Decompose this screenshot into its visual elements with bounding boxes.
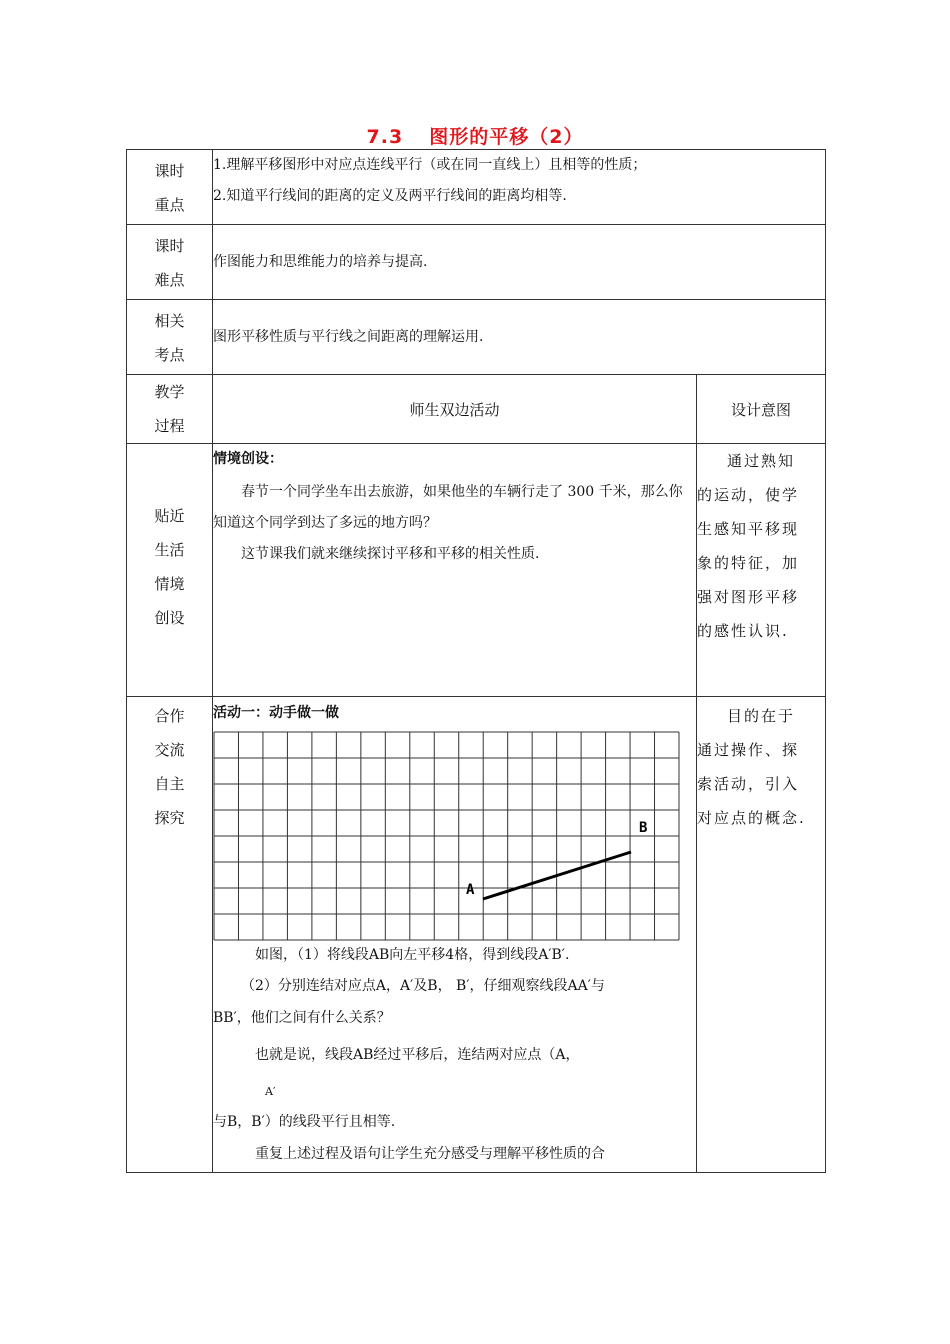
intent-line: 的运动，使学 bbox=[697, 486, 800, 504]
intent-line: 生感知平移现 bbox=[697, 520, 800, 538]
row-process bbox=[127, 375, 826, 444]
intent-line: 目的在于 bbox=[727, 707, 796, 725]
life-para-2: 这节课我们就来继续探讨平移和平移的相关性质. bbox=[241, 546, 540, 562]
label-line: 自主 bbox=[154, 775, 185, 793]
title-text: 图形的平移（2） bbox=[429, 126, 584, 148]
life-intent bbox=[697, 444, 826, 697]
difficulty-content bbox=[213, 225, 826, 300]
life-label bbox=[127, 444, 213, 697]
label-line: 难点 bbox=[154, 271, 185, 289]
intent-line: 对应点的概念. bbox=[697, 809, 806, 827]
exam-label bbox=[127, 300, 213, 375]
focus-content bbox=[213, 150, 826, 225]
point-b-label: B bbox=[639, 820, 648, 836]
label-line: 贴近 bbox=[154, 507, 185, 525]
difficulty-text: 作图能力和思维能力的培养与提高. bbox=[213, 253, 428, 270]
point-a-label: A bbox=[466, 882, 475, 898]
row-coop bbox=[127, 697, 826, 1173]
intent-line: 的感性认识. bbox=[697, 622, 789, 640]
exam-content bbox=[213, 300, 826, 375]
coop-intent bbox=[697, 697, 826, 1173]
title-number: 7.3 bbox=[366, 126, 404, 148]
exam-text: 图形平移性质与平行线之间距离的理解运用. bbox=[213, 328, 484, 345]
page-title bbox=[0, 122, 950, 149]
row-difficulty bbox=[127, 225, 826, 300]
life-para-1: 春节一个同学坐车出去旅游，如果他坐的车辆行走了 300 千米，那么你知道这个同学到达了多远的地方吗？ bbox=[213, 484, 683, 531]
coop-heading: 活动一：动手做一做 bbox=[213, 705, 339, 721]
focus-label bbox=[127, 150, 213, 225]
label-line: 重点 bbox=[154, 196, 185, 214]
activity-header: 师生双边活动 bbox=[213, 375, 697, 444]
life-content bbox=[213, 444, 697, 697]
row-focus bbox=[127, 150, 826, 225]
label-line: 创设 bbox=[154, 609, 185, 627]
label-line: 交流 bbox=[154, 741, 185, 759]
question-4: 重复上述过程及语句让学生充分感受与理解平移性质的合 bbox=[255, 1146, 605, 1162]
intent-line: 强对图形平移 bbox=[697, 588, 800, 606]
question-1: 如图，（1）将线段AB向左平移4格，得到线段A′B′. bbox=[255, 947, 570, 963]
label-line: 课时 bbox=[154, 162, 185, 180]
intent-line: 象的特征，加 bbox=[697, 554, 800, 572]
label-line: 课时 bbox=[154, 237, 185, 255]
intent-line: 索活动，引入 bbox=[697, 775, 800, 793]
life-heading: 情境创设： bbox=[213, 451, 283, 467]
coop-content bbox=[213, 697, 697, 1173]
label-line: 过程 bbox=[154, 417, 185, 435]
focus-line-2: 2.知道平行线间的距离的定义及两平行线间的距离均相等. bbox=[213, 188, 567, 204]
intent-line: 通过熟知 bbox=[727, 452, 796, 470]
label-line: 生活 bbox=[154, 541, 185, 559]
question-2b: BB′，他们之间有什么关系？ bbox=[213, 1010, 391, 1026]
process-label bbox=[127, 375, 213, 444]
grid-figure bbox=[213, 731, 680, 941]
row-exam bbox=[127, 300, 826, 375]
question-3b: A′ bbox=[265, 1085, 276, 1098]
label-line: 情境 bbox=[154, 575, 185, 593]
question-2a: （2）分别连结对应点A，A′及B， B′，仔细观察线段AA′与 bbox=[241, 978, 605, 994]
label-line: 合作 bbox=[154, 707, 185, 725]
intent-header: 设计意图 bbox=[697, 375, 826, 444]
label-line: 相关 bbox=[154, 312, 185, 330]
difficulty-label bbox=[127, 225, 213, 300]
label-line: 探究 bbox=[154, 809, 185, 827]
coop-label bbox=[127, 697, 213, 1173]
lesson-table bbox=[126, 149, 826, 1173]
row-life bbox=[127, 444, 826, 697]
intent-line: 通过操作、探 bbox=[697, 741, 800, 759]
label-line: 教学 bbox=[154, 383, 185, 401]
question-3a: 也就是说，线段AB经过平移后，连结两对应点（A， bbox=[255, 1047, 580, 1063]
label-line: 考点 bbox=[154, 346, 185, 364]
focus-line-1: 1.理解平移图形中对应点连线平行（或在同一直线上）且相等的性质； bbox=[213, 157, 647, 173]
question-3c: 与B，B′）的线段平行且相等. bbox=[213, 1114, 396, 1130]
grid-lines bbox=[214, 732, 679, 940]
